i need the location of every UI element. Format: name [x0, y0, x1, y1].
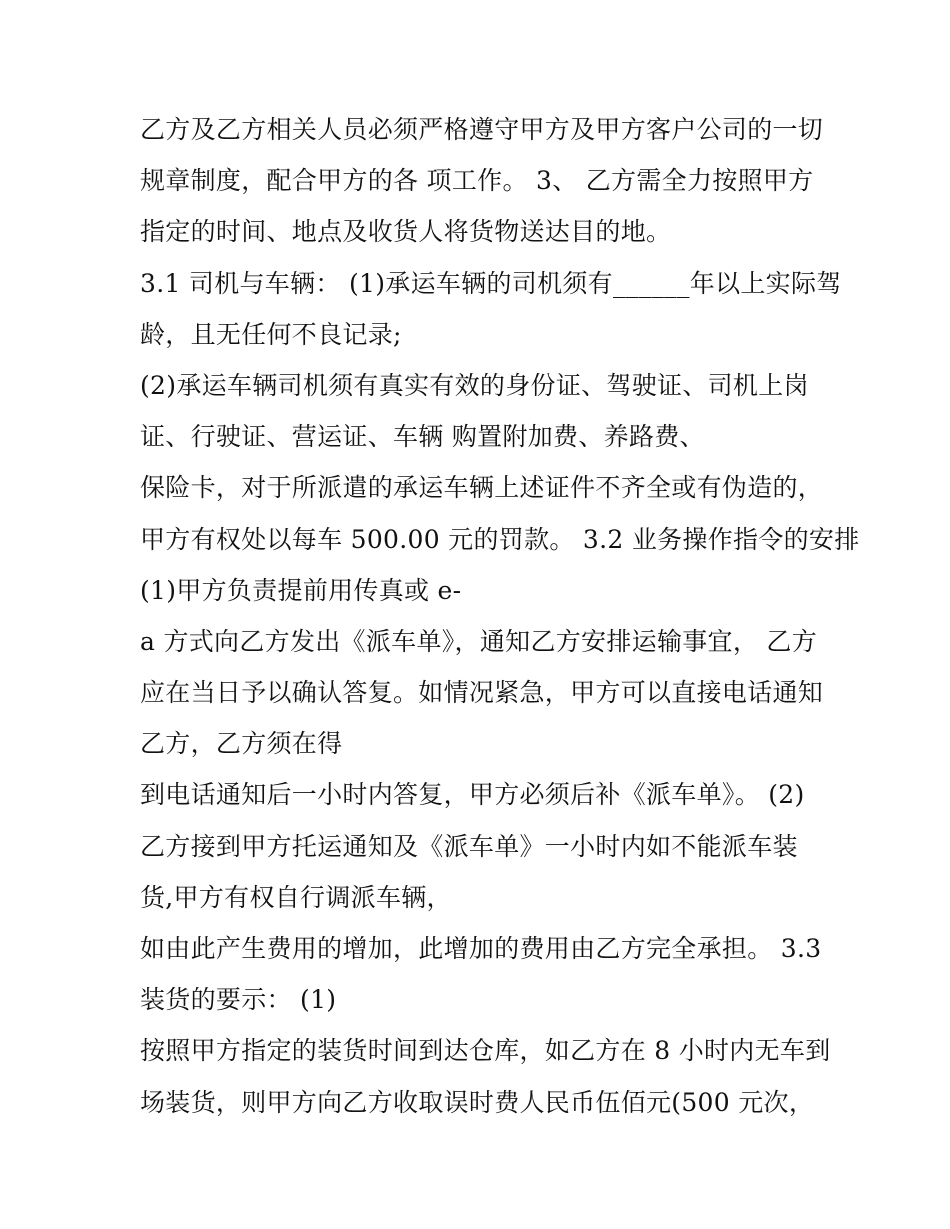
text-line: 乙方，乙方须在得: [140, 729, 343, 759]
text-line: 乙方接到甲方托运通知及《派车单》一小时内如不能派车装: [140, 831, 798, 861]
text-line: (2)承运车辆司机须有真实有效的身份证、驾驶证、司机上岗: [140, 370, 809, 400]
text-line: 甲方有权处以每车 500.00 元的罚款。 3.2 业务操作指令的安排: [140, 524, 860, 554]
text-line: 到电话通知后一小时内答复，甲方必须后补《派车单》。 (2): [140, 780, 805, 810]
text-line: (1)甲方负责提前用传真或 e-: [140, 575, 462, 605]
text-line: 证、行驶证、营运证、车辆 购置附加费、养路费、: [140, 422, 705, 452]
text-line: 按照甲方指定的装货时间到达仓库，如乙方在 8 小时内无车到: [140, 1036, 831, 1066]
contract-text: [140, 104, 860, 1128]
text-line: 装货的要示： (1): [140, 985, 337, 1015]
text-line: a 方式向乙方发出《派车单》，通知乙方安排运输事宜， 乙方: [140, 626, 818, 656]
text-line: 龄，且无任何不良记录;: [140, 319, 402, 349]
text-line: 应在当日予以确认答复。如情况紧急，甲方可以直接电话通知: [140, 678, 824, 708]
text-line: 指定的时间、地点及收货人将货物送达目的地。: [140, 217, 672, 247]
text-line: 乙方及乙方相关人员必须严格遵守甲方及甲方客户公司的一切: [140, 115, 824, 144]
text-line: 3.1 司机与车辆： (1)承运车辆的司机须有______年以上实际驾: [140, 268, 842, 298]
text-line: 货,甲方有权自行调派车辆，: [140, 882, 452, 912]
text-line: 场装货，则甲方向乙方收取误时费人民币伍佰元(500 元次，: [140, 1087, 815, 1117]
text-line: 规章制度，配合甲方的各 项工作。 3、 乙方需全力按照甲方: [140, 166, 814, 196]
text-line: 如由此产生费用的增加，此增加的费用由乙方完全承担。 3.3: [140, 934, 822, 963]
text-line: 保险卡，对于所派遣的承运车辆上述证件不齐全或有伪造的，: [140, 473, 824, 503]
